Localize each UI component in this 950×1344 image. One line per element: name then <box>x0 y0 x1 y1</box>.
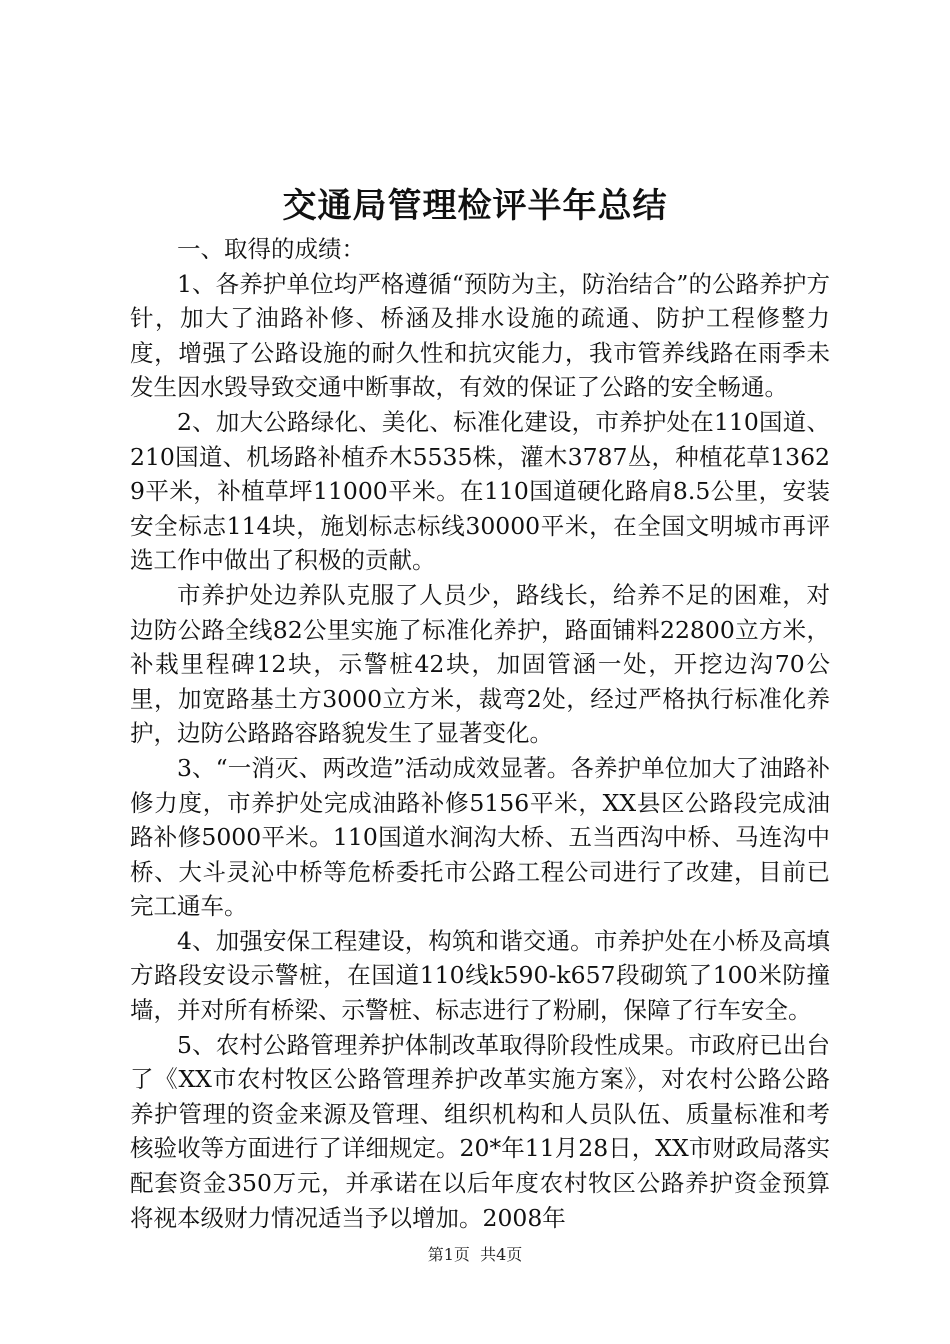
page-number-label: 第1页 共4页 <box>427 1245 523 1264</box>
page-footer <box>0 1244 950 1266</box>
paragraph-3: 市养护处边养队克服了人员少，路线长，给养不足的困难，对边防公路全线82公里实施了标准化养护，路面铺料22800立方米，补栽里程碑12块，示警桩42块，加固管涵一处，开挖边沟70公里，加宽路基土方3000立方米，裁弯2处，经过严格执行标准化养护，边防公路路容路貌发生了显著变化。 <box>130 580 830 748</box>
document-body <box>130 232 830 1235</box>
paragraph-5: 4、加强安保工程建设，构筑和谐交通。市养护处在小桥及高填方路段安设示警桩，在国道110线k590-k657段砌筑了100米防撞墙，并对所有桥梁、示警桩、标志进行了粉刷，保障了行车安全。 <box>130 926 830 1025</box>
paragraph-4: 3、“一消灭、两改造”活动成效显著。各养护单位加大了油路补修力度，市养护处完成油路补修5156平米，XX县区公路段完成油路补修5000平米。110国道水涧沟大桥、五当西沟中桥、马连沟中桥、大斗灵沁中桥等危桥委托市公路工程公司进行了改建，目前已完工通车。 <box>130 753 830 921</box>
paragraph-1: 1、各养护单位均严格遵循“预防为主，防治结合”的公路养护方针，加大了油路补修、桥涵及排水设施的疏通、防护工程修整力度，增强了公路设施的耐久性和抗灾能力，我市管养线路在雨季未发生因水毁导致交通中断事故，有效的保证了公路的安全畅通。 <box>130 269 830 402</box>
paragraph-2: 2、加大公路绿化、美化、标准化建设，市养护处在110国道、210国道、机场路补植乔木5535株，灌木3787丛，种植花草13629平米，补植草坪11000平米。在110国道硬化路肩8.5公里，安装安全标志114块，施划标志标线30000平米，在全国文明城市再评选工作中做出了积极的贡献。 <box>130 407 830 575</box>
document-title: 交通局管理检评半年总结 <box>282 186 668 226</box>
paragraph-6: 5、农村公路管理养护体制改革取得阶段性成果。市政府已出台了《XX市农村牧区公路管理养护改革实施方案》，对农村公路公路养护管理的资金来源及管理、组织机构和人员队伍、质量标准和考核验收等方面进行了详细规定。20*年11月28日，XX市财政局落实配套资金350万元，并承诺在以后年度农村牧区公路养护资金预算将视本级财力情况适当予以增加。2008年 <box>130 1030 830 1232</box>
section-heading: 一、取得的成绩： <box>177 235 365 263</box>
